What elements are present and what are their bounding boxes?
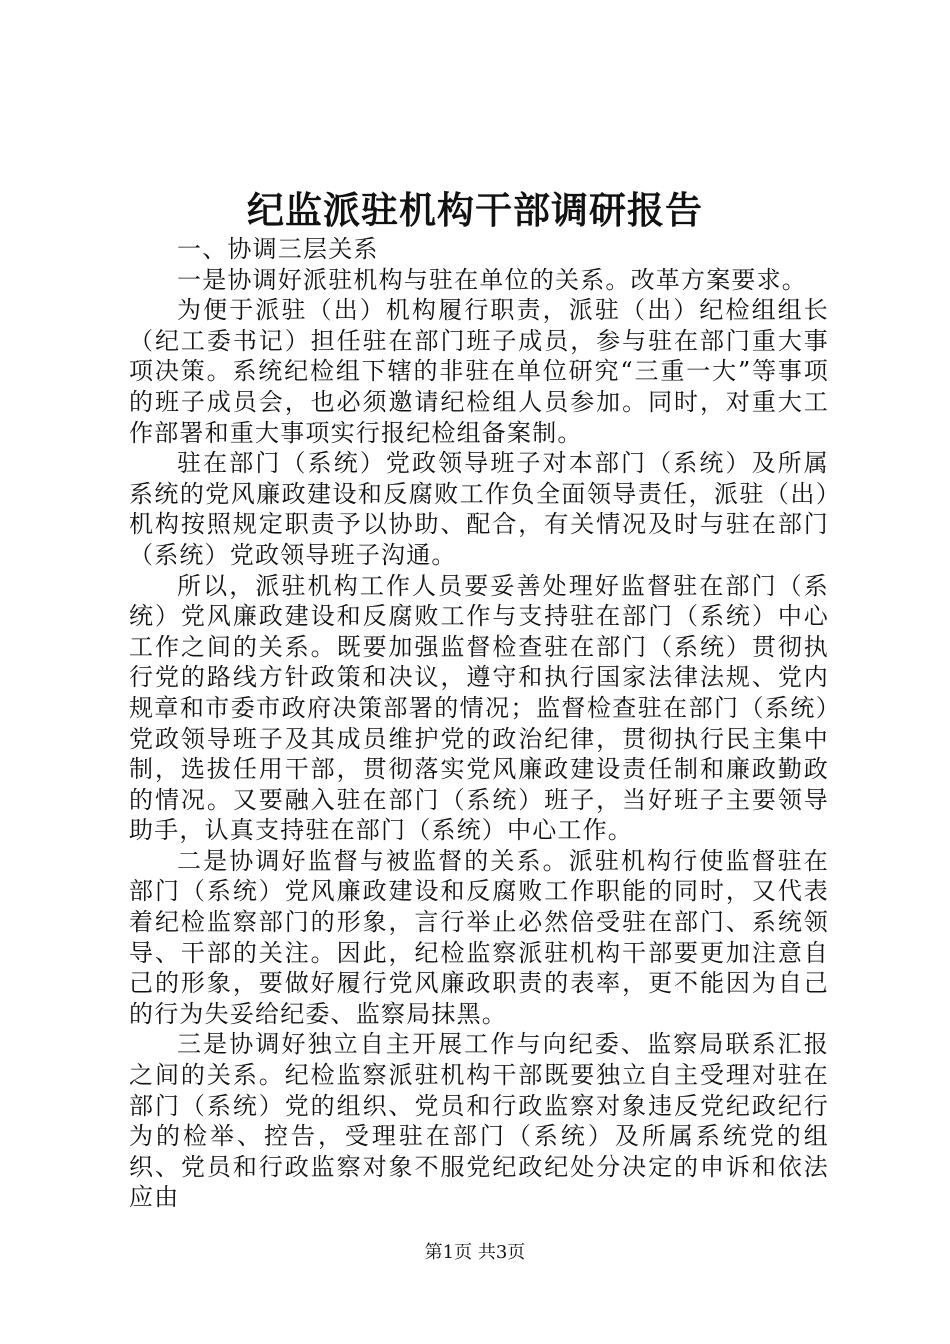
paragraph: 所以，派驻机构工作人员要妥善处理好监督驻在部门（系统）党风廉政建设和反腐败工作与支持驻在部门（系统）中心工作之间的关系。既要加强监督检查驻在部门（系统）贯彻执行党的路线方针政策和决议，遵守和执行国家法律法规、党内规章和市委市政府决策部署的情况；监督检查驻在部门（系统）党政领导班子及其成员维护党的政治纪律，贯彻执行民主集中制，选拔任用干部，贯彻落实党风廉政建设责任制和廉政勤政的情况。又要融入驻在部门（系统）班子，当好班子主要领导助手，认真支持驻在部门（系统）中心工作。 bbox=[129, 571, 829, 845]
paragraph: 为便于派驻（出）机构履行职责，派驻（出）纪检组组长（纪工委书记）担任驻在部门班子成员，参与驻在部门重大事项决策。系统纪检组下辖的非驻在单位研究“三重一大”等事项的班子成员会，也必须邀请纪检组人员参加。同时，对重大工作部署和重大事项实行报纪检组备案制。 bbox=[129, 296, 829, 447]
paragraph: 驻在部门（系统）党政领导班子对本部门（系统）及所属系统的党风廉政建设和反腐败工作负全面领导责任，派驻（出）机构按照规定职责予以协助、配合，有关情况及时与驻在部门（系统）党政领导班子沟通。 bbox=[129, 449, 829, 569]
paragraph: 二是协调好监督与被监督的关系。派驻机构行使监督驻在部门（系统）党风廉政建设和反腐败工作职能的同时，又代表着纪检监察部门的形象，言行举止必然倍受驻在部门、系统领导、干部的关注。因此，纪检监察派驻机构干部要更加注意自己的形象，要做好履行党风廉政职责的表率，更不能因为自己的行为失妥给纪委、监察局抹黑。 bbox=[129, 846, 829, 1028]
page-title: 纪监派驻机构干部调研报告 bbox=[247, 188, 703, 232]
page-number: 第1页 共3页 bbox=[424, 1242, 526, 1263]
section-heading: 一、协调三层关系 bbox=[177, 235, 379, 263]
document-body bbox=[129, 234, 829, 1213]
paragraph: 一是协调好派驻机构与驻在单位的关系。改革方案要求。 bbox=[177, 265, 807, 294]
paragraph: 三是协调好独立自主开展工作与向纪委、监察局联系汇报之间的关系。纪检监察派驻机构干部既要独立自主受理对驻在部门（系统）党的组织、党员和行政监察对象违反党纪政纪行为的检举、控告，受理驻在部门（系统）及所属系统党的组织、党员和行政监察对象不服党纪政纪处分决定的申诉和依法应由 bbox=[129, 1030, 829, 1212]
